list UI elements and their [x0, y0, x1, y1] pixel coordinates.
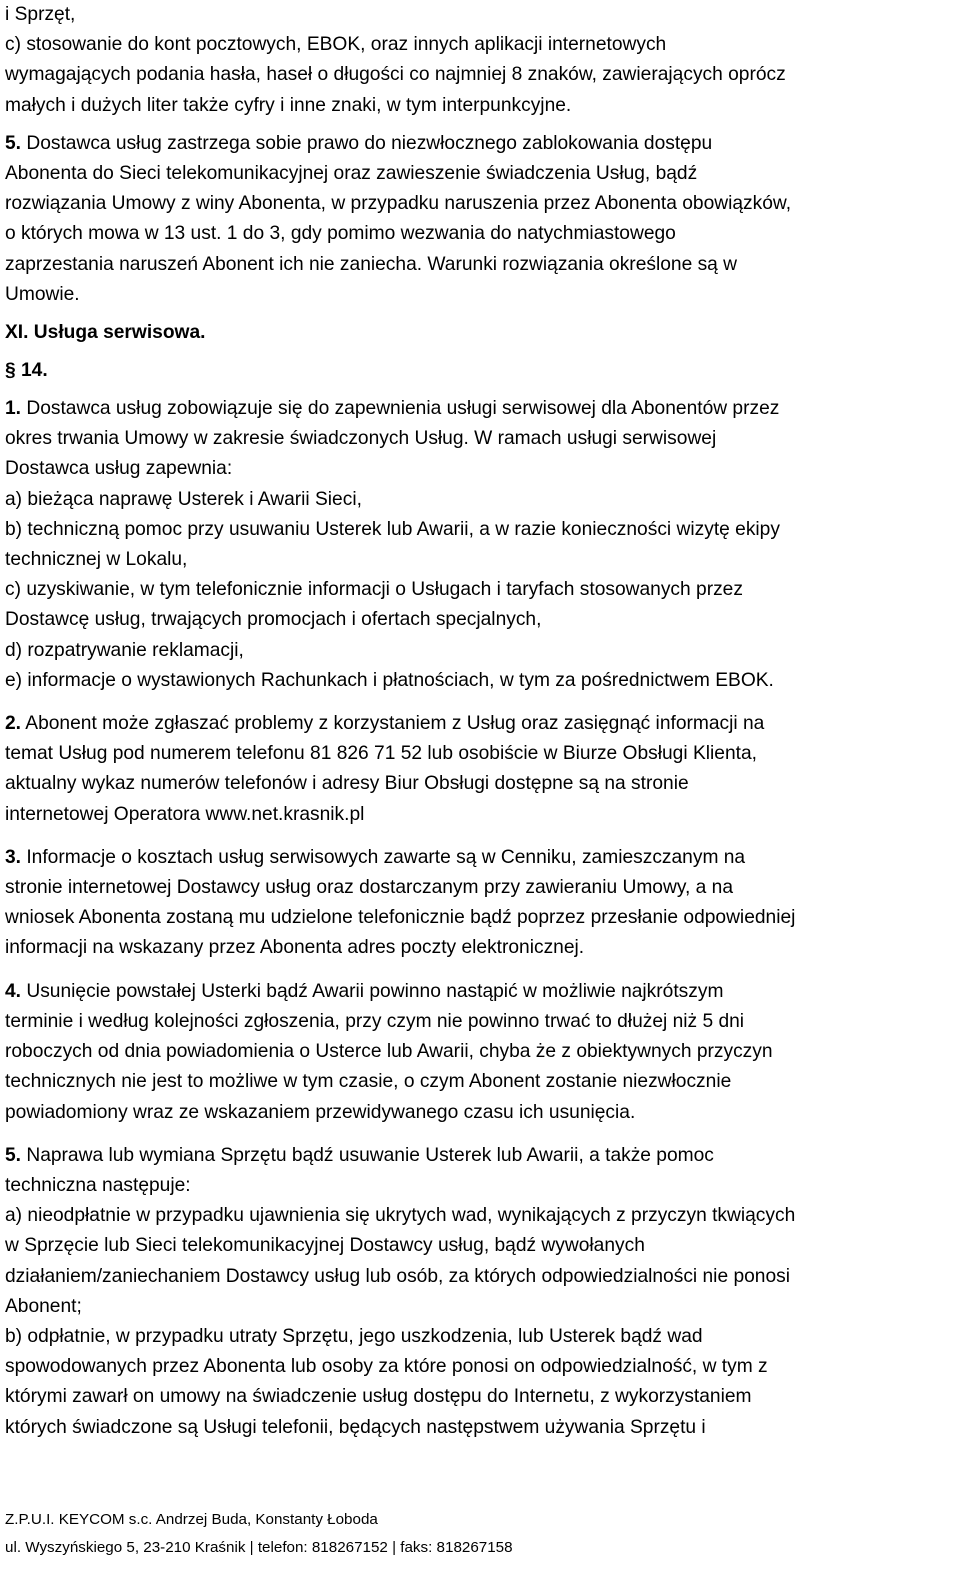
text-line: Abonent; [5, 1295, 82, 1317]
clause-number: 1. [5, 398, 22, 420]
paragraph-number: 5. [5, 132, 22, 154]
text-line: wniosek Abonenta zostaną mu udzielone telefonicznie bądź poprzez przesłanie odpowiedniej [5, 907, 796, 929]
clause-number: 2. [5, 713, 22, 735]
text-line: stronie internetowej Dostawcy usług oraz dostarczanym przy zawieraniu Umowy, a na [5, 877, 734, 899]
clause-number: 5. [5, 1144, 22, 1166]
text-line: Dostawca usług zobowiązuje się do zapewnienia usługi serwisowej dla Abonentów przez [21, 398, 780, 420]
footer-company: Z.P.U.I. KEYCOM s.c. Andrzej Buda, Konstanty Łoboda [5, 1511, 378, 1528]
text-line: o których mowa w 13 ust. 1 do 3, gdy pomimo wezwania do natychmiastowego [5, 223, 676, 245]
text-line: Umowie. [5, 283, 80, 305]
text-line: terminie i według kolejności zgłoszenia, przy czym nie powinno trwać to dłużej niż 5 dni [5, 1010, 745, 1032]
footer-address: ul. Wyszyńskiego 5, 23-210 Kraśnik | telefon: 818267152 | faks: 818267158 [5, 1539, 513, 1556]
clause-number: 3. [5, 846, 22, 868]
text-line: i Sprzęt, [5, 4, 76, 25]
text-line: małych i dużych liter także cyfry i inne znaki, w tym interpunkcyjne. [5, 94, 572, 116]
text-line: informacji na wskazany przez Abonenta adres poczty elektronicznej. [5, 937, 585, 959]
clause-2 [5, 709, 950, 830]
text-line: e) informacje o wystawionych Rachunkach i płatnościach, w tym za pośrednictwem EBOK. [5, 669, 774, 691]
text-line: spowodowanych przez Abonenta lub osoby za które ponosi on odpowiedzialność, w tym z [5, 1356, 768, 1378]
section-heading [5, 356, 950, 386]
clause-1 [5, 394, 950, 696]
document-page [5, 0, 950, 1443]
section-number: 14. [15, 360, 48, 382]
text-line: okres trwania Umowy w zakresie świadczonych Usług. W ramach usługi serwisowej [5, 428, 717, 450]
text-line: którymi zawarł on umowy na świadczenie usług dostępu do Internetu, z wykorzystaniem [5, 1386, 752, 1408]
text-line: b) odpłatnie, w przypadku utraty Sprzętu, jego uszkodzenia, lub Usterek bądź wad [5, 1325, 703, 1347]
clause-5 [5, 1141, 950, 1443]
text-line: c) stosowanie do kont pocztowych, EBOK, oraz innych aplikacji internetowych [5, 34, 667, 56]
section-sign-icon: § [5, 360, 16, 382]
text-line: Dostawca usług zapewnia: [5, 458, 233, 480]
text-line: działaniem/zaniechaniem Dostawcy usług lub osób, za których odpowiedzialności nie ponosi [5, 1265, 790, 1287]
text-line: wymagających podania hasła, haseł o długości co najmniej 8 znaków, zawierających oprócz [5, 64, 786, 86]
text-line: technicznej w Lokalu, [5, 549, 188, 571]
clause-number: 4. [5, 980, 22, 1002]
text-line: techniczna następuje: [5, 1174, 191, 1196]
text-line: temat Usług pod numerem telefonu 81 826 71 52 lub osobiście w Biurze Obsługi Klienta, [5, 743, 757, 765]
clause-3 [5, 843, 950, 964]
text-line: d) rozpatrywanie reklamacji, [5, 639, 244, 661]
text-line: c) uzyskiwanie, w tym telefonicznie informacji o Usługach i taryfach stosowanych przez [5, 579, 743, 601]
text-line: a) nieodpłatnie w przypadku ujawnienia się ukrytych wad, wynikających z przyczyn tkwiących [5, 1205, 796, 1227]
text-line: Abonenta do Sieci telekomunikacyjnej oraz zawieszenie świadczenia Usług, bądź [5, 163, 698, 185]
text-line: roboczych od dnia powiadomienia o Usterce lub Awarii, chyba że z obiektywnych przyczyn [5, 1041, 773, 1063]
text-line: rozwiązania Umowy z winy Abonenta, w przypadku naruszenia przez Abonenta obowiązków, [5, 193, 792, 215]
text-line: Dostawca usług zastrzega sobie prawo do niezwłocznego zablokowania dostępu [21, 132, 713, 154]
text-line: Informacje o kosztach usług serwisowych zawarte są w Cenniku, zamieszczanym na [21, 846, 746, 868]
text-line: a) bieżąca naprawę Usterek i Awarii Sieci, [5, 488, 362, 510]
page-footer [5, 1506, 950, 1562]
chapter-heading: XI. Usługa serwisowa. [5, 322, 206, 344]
text-line: technicznych nie jest to możliwe w tym czasie, o czym Abonent zostanie niezwłocznie [5, 1071, 732, 1093]
text-line: aktualny wykaz numerów telefonów i adresy Biur Obsługi dostępne są na stronie [5, 773, 689, 795]
text-line: Naprawa lub wymiana Sprzętu bądź usuwanie Usterek lub Awarii, a także pomoc [21, 1144, 714, 1166]
text-line: internetowej Operatora www.net.krasnik.pl [5, 803, 365, 825]
text-line: powiadomiony wraz ze wskazaniem przewidywanego czasu ich usunięcia. [5, 1101, 636, 1123]
text-line: Dostawcę usług, trwających promocjach i ofertach specjalnych, [5, 609, 542, 631]
text-line: których świadczone są Usługi telefonii, będących następstwem używania Sprzętu i [5, 1416, 706, 1438]
paragraph-5 [5, 129, 950, 310]
text-line: w Sprzęcie lub Sieci telekomunikacyjnej Dostawcy usług, bądź wywołanych [5, 1235, 645, 1257]
text-line: Usunięcie powstałej Usterki bądź Awarii powinno nastąpić w możliwie najkrótszym [21, 980, 724, 1002]
text-line: b) techniczną pomoc przy usuwaniu Usterek lub Awarii, a w razie konieczności wizytę ekipy [5, 518, 780, 540]
text-line: zaprzestania naruszeń Abonent ich nie zaniecha. Warunki rozwiązania określone są w [5, 253, 738, 275]
clause-4 [5, 977, 950, 1128]
text-line: Abonent może zgłaszać problemy z korzystaniem z Usług oraz zasięgnąć informacji na [21, 713, 765, 735]
top-continuation [5, 0, 950, 121]
